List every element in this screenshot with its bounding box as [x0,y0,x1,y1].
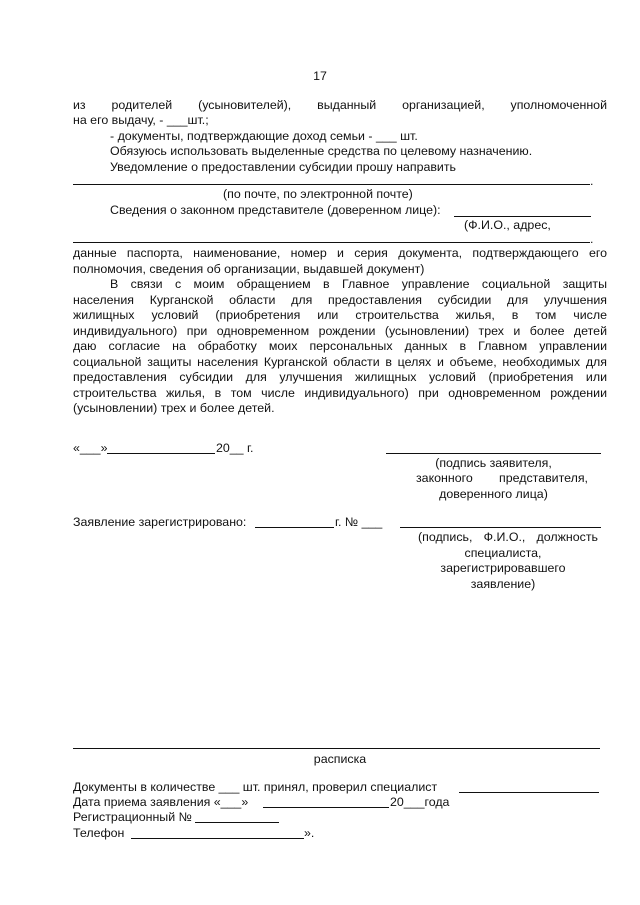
consent-line-1: В связи с моим обращением в Главное управление социальной защиты [110,277,607,291]
receipt-regnum-line [195,822,279,823]
registration-number-label: г. № ___ [335,515,383,529]
date-year: 20__ г. [216,441,254,455]
receipt-title: расписка [313,752,367,766]
consent-line-8: строительства жилья, в том числе индивидуального) при одновременном рождении [73,386,607,400]
receipt-separator-line [73,748,600,749]
receipt-row-4: Телефон [73,826,125,840]
consent-line-7: предоставления субсидии для улучшения жилищных условий (приобретения или [73,370,607,384]
text-line-12: полномочия, сведения об организации, выдавшей документ) [73,262,425,276]
text-line-1: из родителей (усыновителей), выданный организацией, уполномоченной [73,98,607,112]
receipt-phone-line [131,838,304,839]
consent-line-2: населения Курганской области для предоставления субсидии для улучшения [73,293,607,307]
receipt-specialist-line [459,792,599,793]
receipt-row-3: Регистрационный № [73,810,192,824]
blank-line-representative-details [73,242,590,243]
registration-date-line [255,527,334,528]
receipt-row-2-year: 20___года [390,795,450,809]
text-line-3: - документы, подтверждающие доход семьи - ___ шт. [110,129,418,143]
text-line-4: Обязуюсь использовать выделенные средства по целевому назначению. [110,144,533,158]
consent-line-6: социальной защиты населения Курганской области в целях и объеме, необходимых для [73,355,607,369]
receipt-row-4-end: ». [304,826,315,840]
registration-caption-4: заявление) [470,577,536,591]
text-line-5: Уведомление о предоставлении субсидии прошу направить [110,160,456,174]
consent-line-9: (усыновлении) трех и более детей. [73,401,275,415]
date-month-line [107,453,215,454]
consent-line-3: жилищных условий (приобретения или строительства жилья, в том числе [73,308,607,322]
registration-caption-1: (подпись, Ф.И.О., должность [418,530,598,544]
consent-line-5: даю согласие на обработку моих персональных данных в Главном управлении [73,339,607,353]
blank-line-notice [73,184,590,185]
registration-caption-2: специалиста, [464,546,542,560]
date-open: «___» [73,441,108,455]
text-line-11: данные паспорта, наименование, номер и серия документа, подтверждающего его [73,246,607,260]
registration-signature-line [400,527,601,528]
consent-line-4: индивидуального) при одновременном рождении (усыновлении) трех и более детей [73,324,607,338]
receipt-date-line [263,807,389,808]
representative-label: Сведения о законном представителе (доверенном лице): [110,203,441,217]
page-number: 17 [313,69,327,83]
receipt-row-2: Дата приема заявления «___» [73,795,249,809]
signature-caption-1: (подпись заявителя, [435,456,552,470]
text-line-2: на его выдачу, - ___шт.; [73,113,209,127]
registration-caption-3: зарегистрировавшего [440,561,566,575]
line-end-dot-2: . [590,232,594,246]
line-end-dot: . [590,174,594,188]
blank-line-representative [454,216,591,217]
notice-caption: (по почте, по электронной почте) [223,187,413,201]
signature-caption-3: доверенного лица) [439,487,548,501]
registration-label: Заявление зарегистрировано: [73,515,247,529]
signature-line [386,453,601,454]
signature-caption-2: законного представителя, [416,471,588,485]
representative-caption: (Ф.И.О., адрес, [464,218,551,232]
receipt-row-1: Документы в количестве ___ шт. принял, проверил специалист [73,780,438,794]
